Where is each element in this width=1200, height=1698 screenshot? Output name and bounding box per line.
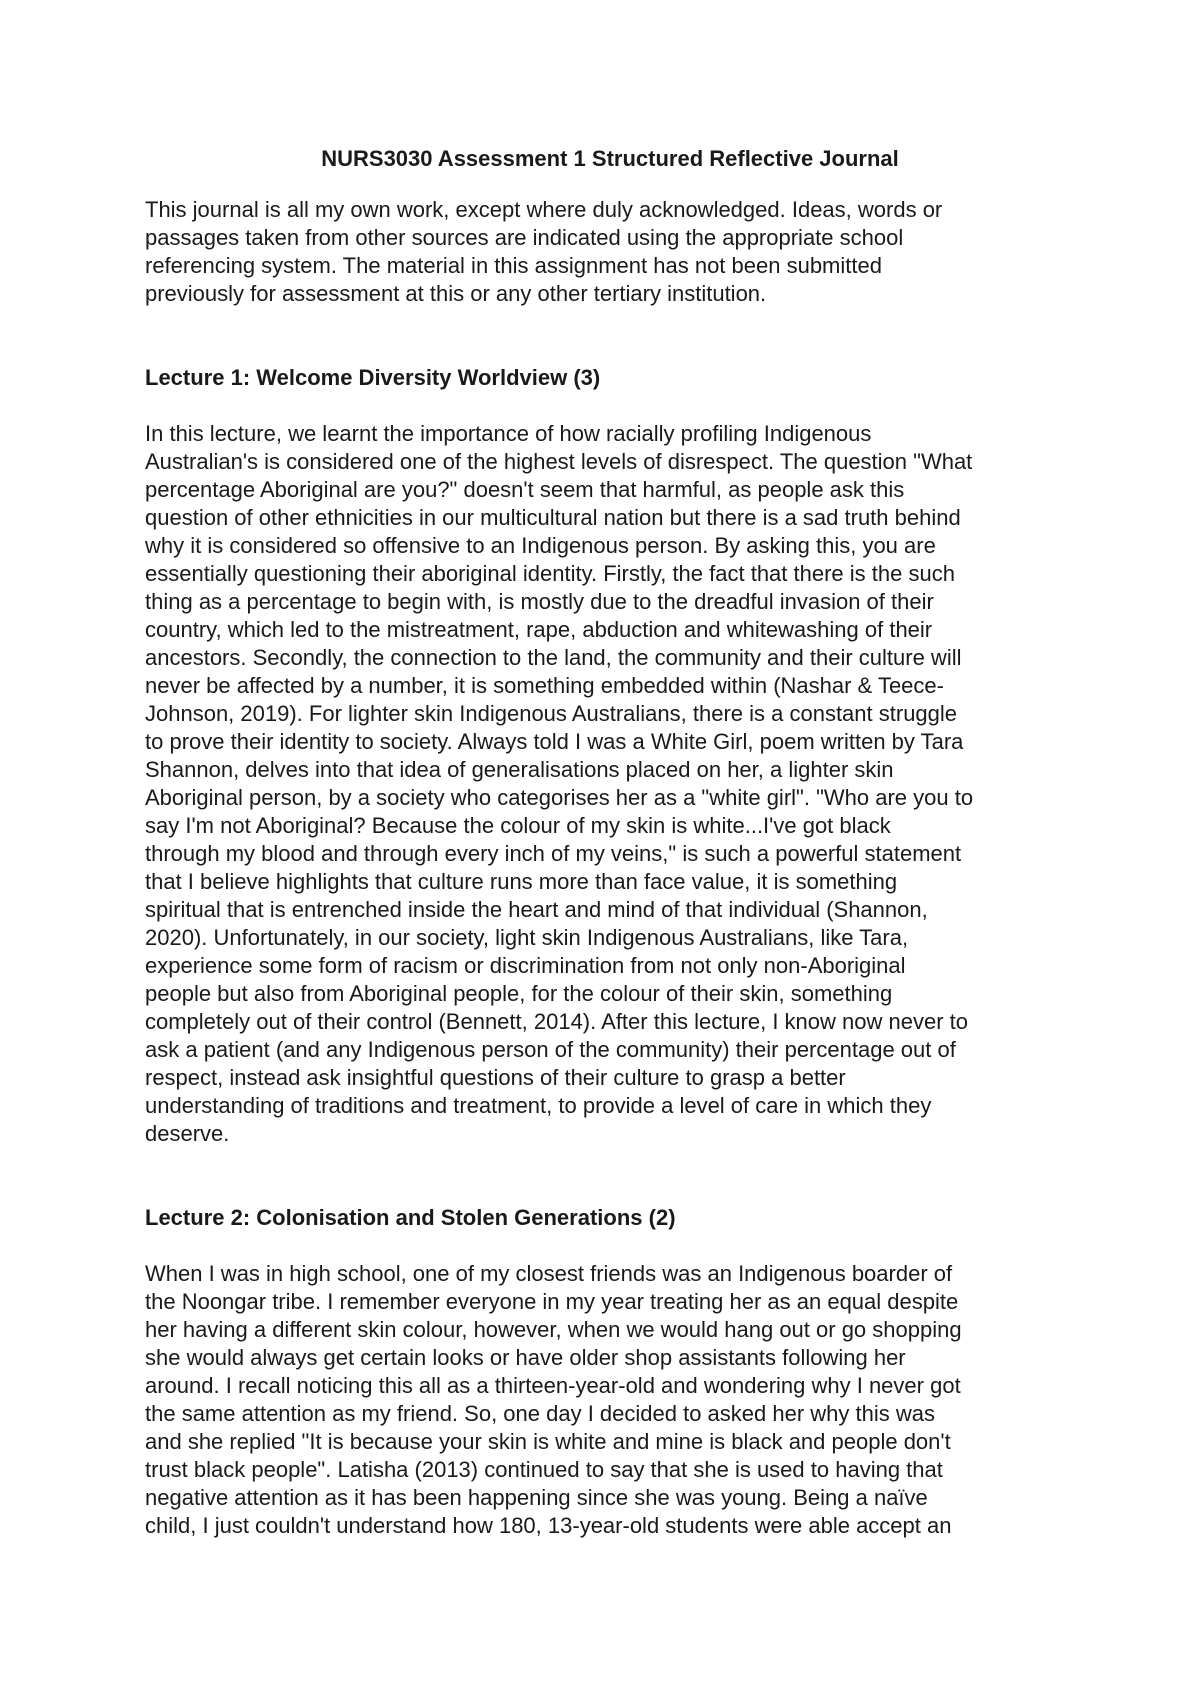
section-heading-lecture-2: Lecture 2: Colonisation and Stolen Generations (2) [145, 1205, 676, 1230]
document-title: NURS3030 Assessment 1 Structured Reflective Journal [321, 146, 899, 171]
section-body-lecture-1: In this lecture, we learnt the importance of how racially profiling Indigenous Australian's is considered one of the highest levels of disrespect. The question "What percentage Aboriginal are you?" doesn't seem that harmful, as people ask this question of other ethnicities in our multicultural nation but there is a sad truth behind why it is considered so offensive to an Indigenous person. By asking this, you are essentially questioning their aboriginal identity. Firstly, the fact that there is the such thing as a percentage to begin with, is mostly due to the dreadful invasion of their country, which led to the mistreatment, rape, abduction and whitewashing of their ancestors. Secondly, the connection to the land, the community and their culture will never be affected by a number, it is something embedded within (Nashar & Teece- Johnson, 2019). For lighter skin Indigenous Australians, there is a constant struggle to prove their identity to society. Always told I was a White Girl, poem written by Tara Shannon, delves into that idea of generalisations placed on her, a lighter skin Aboriginal person, by a society who categorises her as a "white girl". "Who are you to say I'm not Aboriginal? Because the colour of my skin is white...I've got black through my blood and through every inch of my veins," is such a powerful statement that I believe highlights that culture runs more than face value, it is something spiritual that is entrenched inside the heart and mind of that individual (Shannon, 2020). Unfortunately, in our society, light skin Indigenous Australians, like Tara, experience some form of racism or discrimination from not only non-Aboriginal people but also from Aboriginal people, for the colour of their skin, something completely out of their control (Bennett, 2014). After this lecture, I know now never to ask a patient (and any Indigenous person of the community) their percentage out of respect, instead ask insightful questions of their culture to grasp a better understanding of traditions and treatment, to provide a level of care in which they deserve. [145, 421, 974, 1146]
section-body-lecture-2: When I was in high school, one of my closest friends was an Indigenous boarder of the Noongar tribe. I remember everyone in my year treating her as an equal despite her having a different skin colour, however, when we would hang out or go shopping she would always get certain looks or have older shop assistants following her around. I recall noticing this all as a thirteen-year-old and wondering why I never got the same attention as my friend. So, one day I decided to asked her why this was and she replied "It is because your skin is white and mine is black and people don't trust black people". Latisha (2013) continued to say that she is used to having that negative attention as it has been happening since she was young. Being a naïve child, I just couldn't understand how 180, 13-year-old students were able accept an [145, 1261, 962, 1538]
declaration-paragraph: This journal is all my own work, except where duly acknowledged. Ideas, words or passages taken from other sources are indicated using the appropriate school referencing system. The material in this assignment has not been submitted previously for assessment at this or any other tertiary institution. [145, 197, 943, 306]
section-heading-lecture-1: Lecture 1: Welcome Diversity Worldview (3) [145, 365, 601, 390]
document-content [145, 142, 1075, 1540]
